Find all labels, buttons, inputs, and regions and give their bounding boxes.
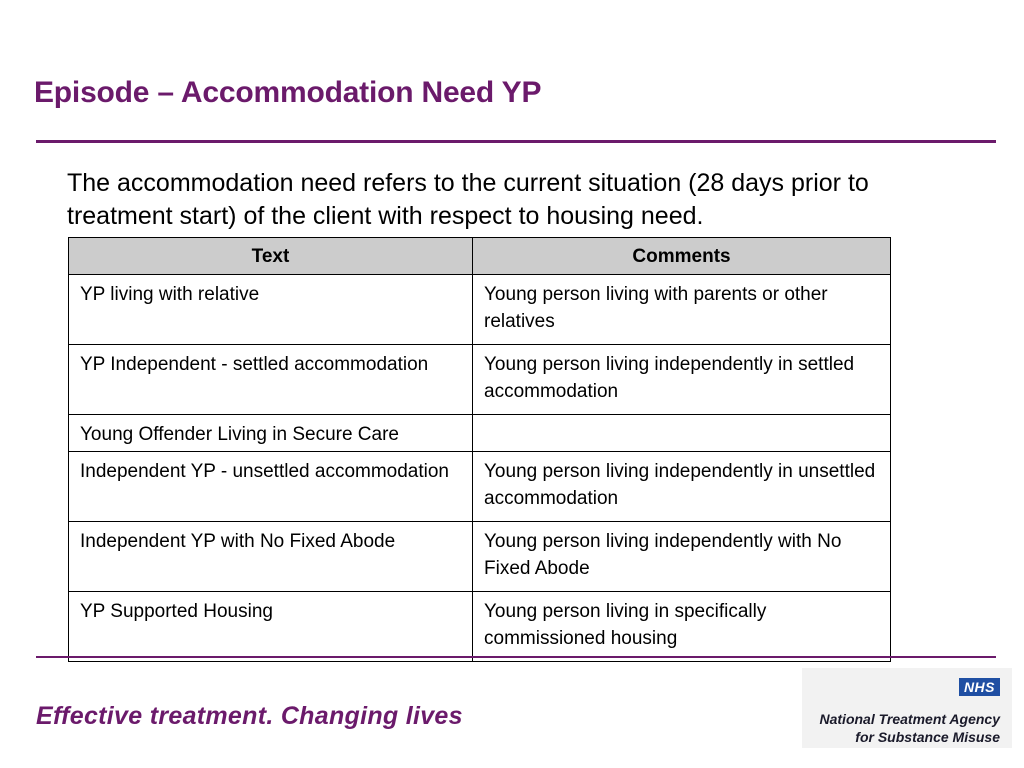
- table-row: [69, 452, 891, 522]
- title-divider: [36, 140, 996, 143]
- cell-comment: Young person living independently in settled accommodation: [473, 345, 891, 415]
- table-row: [69, 522, 891, 592]
- agency-name: [820, 710, 1001, 746]
- nhs-logo-icon: NHS: [959, 678, 1000, 696]
- cell-comment: Young person living with parents or other relatives: [473, 275, 891, 345]
- table-row: [69, 345, 891, 415]
- agency-name-line-2: for Substance Misuse: [855, 729, 1000, 745]
- footer-divider: [36, 656, 996, 658]
- column-header-comments: Comments: [473, 238, 891, 275]
- footer-tagline: Effective treatment. Changing lives: [36, 702, 463, 730]
- table-row: [69, 415, 891, 452]
- agency-name-line-1: National Treatment Agency: [819, 711, 1000, 727]
- cell-comment: Young person living independently in unsettled accommodation: [473, 452, 891, 522]
- cell-text: YP living with relative: [69, 275, 473, 345]
- cell-text: Independent YP - unsettled accommodation: [69, 452, 473, 522]
- cell-text: YP Independent - settled accommodation: [69, 345, 473, 415]
- intro-paragraph: The accommodation need refers to the current situation (28 days prior to treatment start) of the client with respect to housing need.: [67, 169, 869, 230]
- cell-text: Independent YP with No Fixed Abode: [69, 522, 473, 592]
- cell-comment: [473, 415, 891, 452]
- agency-logo: [802, 668, 1012, 748]
- column-header-text: Text: [69, 238, 473, 275]
- page-title: Episode – Accommodation Need YP: [34, 76, 542, 109]
- table-row: [69, 592, 891, 662]
- table-header-row: [69, 238, 891, 275]
- cell-text: YP Supported Housing: [69, 592, 473, 662]
- cell-comment: Young person living independently with No Fixed Abode: [473, 522, 891, 592]
- cell-text: Young Offender Living in Secure Care: [69, 415, 473, 452]
- accommodation-table: [68, 237, 891, 662]
- table-row: [69, 275, 891, 345]
- cell-comment: Young person living in specifically commissioned housing: [473, 592, 891, 662]
